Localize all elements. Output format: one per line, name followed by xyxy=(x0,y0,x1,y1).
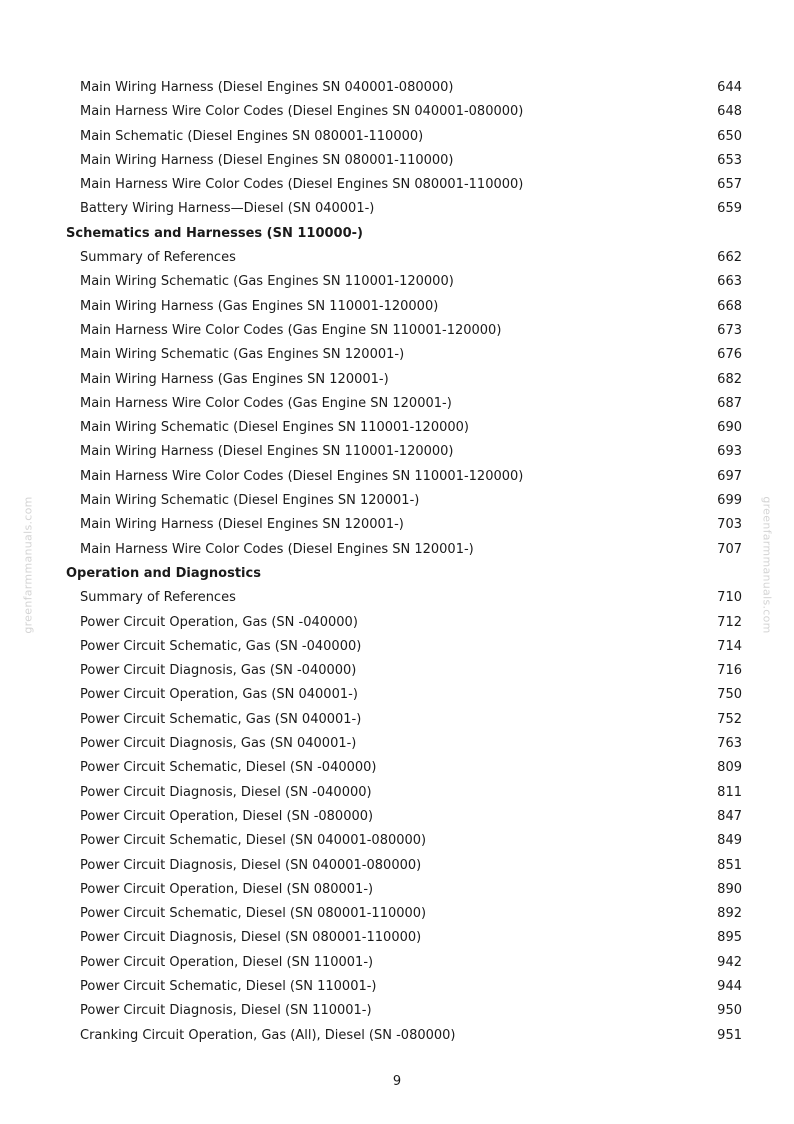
toc-entry-page-number: 752 xyxy=(717,711,742,727)
toc-entry-page-number: 699 xyxy=(717,493,742,509)
toc-entry-page-number: 673 xyxy=(717,322,742,338)
toc-entry-page-number: 890 xyxy=(717,881,742,897)
toc-entry-title: Main Harness Wire Color Codes (Gas Engine SN 110001-120000) xyxy=(80,322,502,338)
toc-entry[interactable] xyxy=(0,246,794,270)
toc-section-heading xyxy=(0,222,794,246)
toc-entry[interactable] xyxy=(0,149,794,173)
toc-entry-page-number: 944 xyxy=(717,978,742,994)
toc-entry[interactable] xyxy=(0,416,794,440)
toc-entry-page-number: 750 xyxy=(717,687,742,703)
toc-entry-page-number: 712 xyxy=(717,614,742,630)
toc-entry[interactable] xyxy=(0,781,794,805)
toc-entry-title: Main Harness Wire Color Codes (Diesel Engines SN 080001-110000) xyxy=(80,177,524,193)
toc-entry-page-number: 707 xyxy=(717,541,742,557)
toc-entry[interactable] xyxy=(0,999,794,1023)
toc-entry-title: Summary of References xyxy=(80,250,236,266)
toc-entry[interactable] xyxy=(0,76,794,100)
toc-entry[interactable] xyxy=(0,489,794,513)
toc-entry-title: Power Circuit Diagnosis, Diesel (SN 110001-) xyxy=(80,1003,372,1019)
toc-entry[interactable] xyxy=(0,975,794,999)
toc-entry-title: Power Circuit Operation, Gas (SN -040000) xyxy=(80,614,358,630)
toc-entry[interactable] xyxy=(0,465,794,489)
toc-entry-title: Power Circuit Schematic, Gas (SN -040000) xyxy=(80,638,362,654)
toc-entry-title: Power Circuit Schematic, Gas (SN 040001-) xyxy=(80,711,362,727)
toc-entry[interactable] xyxy=(0,829,794,853)
toc-entry[interactable] xyxy=(0,538,794,562)
toc-entry-page-number: 950 xyxy=(717,1003,742,1019)
toc-entry-page-number: 663 xyxy=(717,274,742,290)
toc-entry-page-number: 662 xyxy=(717,250,742,266)
toc-entry-page-number: 697 xyxy=(717,468,742,484)
toc-entry[interactable] xyxy=(0,708,794,732)
toc-entry-page-number: 892 xyxy=(717,906,742,922)
watermark-left: greenfarmmanuals.com xyxy=(21,496,35,634)
toc-entry-title: Main Wiring Harness (Diesel Engines SN 040001-080000) xyxy=(80,80,454,95)
toc-entry-page-number: 676 xyxy=(717,347,742,363)
toc-entry[interactable] xyxy=(0,732,794,756)
toc-entry-title: Power Circuit Operation, Diesel (SN 080001-) xyxy=(80,881,374,897)
toc-entry[interactable] xyxy=(0,926,794,950)
toc-entry-page-number: 895 xyxy=(717,930,742,946)
toc-entry-title: Power Circuit Schematic, Diesel (SN -040000) xyxy=(80,760,377,776)
toc-entry[interactable] xyxy=(0,683,794,707)
toc-entry-page-number: 690 xyxy=(717,420,742,436)
toc-entry[interactable] xyxy=(0,878,794,902)
toc-entry-page-number: 648 xyxy=(717,104,742,120)
toc-entry-title: Main Harness Wire Color Codes (Gas Engine SN 120001-) xyxy=(80,395,452,411)
toc-entry[interactable] xyxy=(0,635,794,659)
toc-entry-title: Power Circuit Diagnosis, Gas (SN 040001-) xyxy=(80,736,357,752)
toc-entry-title: Power Circuit Operation, Diesel (SN -080000) xyxy=(80,808,374,824)
toc-entry-title: Main Wiring Schematic (Diesel Engines SN 120001-) xyxy=(80,493,420,509)
toc-entry[interactable] xyxy=(0,659,794,683)
toc-entry[interactable] xyxy=(0,586,794,610)
toc-entry-page-number: 682 xyxy=(717,371,742,387)
toc-entry[interactable] xyxy=(0,173,794,197)
toc-entry[interactable] xyxy=(0,319,794,343)
toc-entry-page-number: 942 xyxy=(717,954,742,970)
toc-entry-page-number: 809 xyxy=(717,760,742,776)
toc-entry-page-number: 763 xyxy=(717,736,742,752)
toc-entry[interactable] xyxy=(0,440,794,464)
toc-entry[interactable] xyxy=(0,125,794,149)
toc-entry-title: Main Harness Wire Color Codes (Diesel Engines SN 040001-080000) xyxy=(80,104,524,120)
toc-entry[interactable] xyxy=(0,951,794,975)
toc-entry-title: Power Circuit Schematic, Diesel (SN 040001-080000) xyxy=(80,833,427,849)
toc-entry-title: Summary of References xyxy=(80,590,236,606)
toc-entry-title: Power Circuit Schematic, Diesel (SN 110001-) xyxy=(80,978,377,994)
toc-entry-page-number: 849 xyxy=(717,833,742,849)
toc-entry-page-number: 851 xyxy=(717,857,742,873)
toc-entry-title: Cranking Circuit Operation, Gas (All), Diesel (SN -080000) xyxy=(80,1027,456,1043)
toc-entry[interactable] xyxy=(0,756,794,780)
toc-entry-title: Main Wiring Schematic (Gas Engines SN 120001-) xyxy=(80,347,405,363)
toc-entry[interactable] xyxy=(0,343,794,367)
toc-entry-page-number: 659 xyxy=(717,201,742,217)
toc-entry-page-number: 716 xyxy=(717,663,742,679)
toc-entry-page-number: 951 xyxy=(717,1027,742,1043)
toc-entry-page-number: 644 xyxy=(717,80,742,95)
toc-entry[interactable] xyxy=(0,100,794,124)
toc-entry-title: Main Wiring Harness (Gas Engines SN 110001-120000) xyxy=(80,298,439,314)
toc-entry-title: Main Wiring Harness (Gas Engines SN 120001-) xyxy=(80,371,389,387)
toc-entry-title: Power Circuit Diagnosis, Gas (SN -040000) xyxy=(80,663,357,679)
toc-entry-title: Main Harness Wire Color Codes (Diesel Engines SN 110001-120000) xyxy=(80,468,524,484)
toc-entry-title: Power Circuit Schematic, Diesel (SN 080001-110000) xyxy=(80,906,427,922)
toc-entry[interactable] xyxy=(0,805,794,829)
toc-entry-title: Power Circuit Diagnosis, Diesel (SN 080001-110000) xyxy=(80,930,422,946)
watermark-right: greenfarmmanuals.com xyxy=(760,496,774,634)
toc-entry[interactable] xyxy=(0,513,794,537)
toc-entry-page-number: 650 xyxy=(717,128,742,144)
page-number: 9 xyxy=(392,1074,402,1089)
section-heading-title: Schematics and Harnesses (SN 110000-) xyxy=(66,225,363,241)
toc-entry-page-number: 847 xyxy=(717,808,742,824)
toc-entry-page-number: 811 xyxy=(717,784,742,800)
toc-entry-title: Main Wiring Harness (Diesel Engines SN 110001-120000) xyxy=(80,444,454,460)
toc-entry-title: Main Wiring Harness (Diesel Engines SN 080001-110000) xyxy=(80,152,454,168)
toc-entry-title: Power Circuit Diagnosis, Diesel (SN 040001-080000) xyxy=(80,857,422,873)
toc-entry[interactable] xyxy=(0,902,794,926)
toc-entry-title: Battery Wiring Harness—Diesel (SN 040001-) xyxy=(80,201,375,217)
toc-entry-title: Power Circuit Diagnosis, Diesel (SN -040000) xyxy=(80,784,372,800)
toc-entry-title: Main Schematic (Diesel Engines SN 080001-110000) xyxy=(80,128,424,144)
toc-entry[interactable] xyxy=(0,270,794,294)
toc-section-heading xyxy=(0,562,794,586)
toc-entry-page-number: 710 xyxy=(717,590,742,606)
toc-entry-page-number: 668 xyxy=(717,298,742,314)
toc-entry-page-number: 714 xyxy=(717,638,742,654)
toc-entry-title: Main Wiring Harness (Diesel Engines SN 120001-) xyxy=(80,517,404,533)
toc-entry[interactable] xyxy=(0,295,794,319)
toc-entry-page-number: 693 xyxy=(717,444,742,460)
toc-entry[interactable] xyxy=(0,197,794,221)
toc-entry-title: Power Circuit Operation, Diesel (SN 110001-) xyxy=(80,954,374,970)
toc-entry-page-number: 687 xyxy=(717,395,742,411)
toc-entry-title: Main Harness Wire Color Codes (Diesel Engines SN 120001-) xyxy=(80,541,474,557)
toc-entry-page-number: 653 xyxy=(717,152,742,168)
toc-entry-page-number: 657 xyxy=(717,177,742,193)
toc-entry[interactable] xyxy=(0,854,794,878)
toc-entry[interactable] xyxy=(0,611,794,635)
toc-entry-title: Main Wiring Schematic (Gas Engines SN 110001-120000) xyxy=(80,274,454,290)
toc-entry-page-number: 703 xyxy=(717,517,742,533)
section-heading-title: Operation and Diagnostics xyxy=(66,565,261,581)
toc-entry[interactable] xyxy=(0,368,794,392)
toc-entry[interactable] xyxy=(0,392,794,416)
toc-entry-title: Main Wiring Schematic (Diesel Engines SN 110001-120000) xyxy=(80,420,469,436)
table-of-contents xyxy=(0,76,794,1048)
toc-entry-title: Power Circuit Operation, Gas (SN 040001-) xyxy=(80,687,358,703)
toc-entry[interactable] xyxy=(0,1024,794,1048)
